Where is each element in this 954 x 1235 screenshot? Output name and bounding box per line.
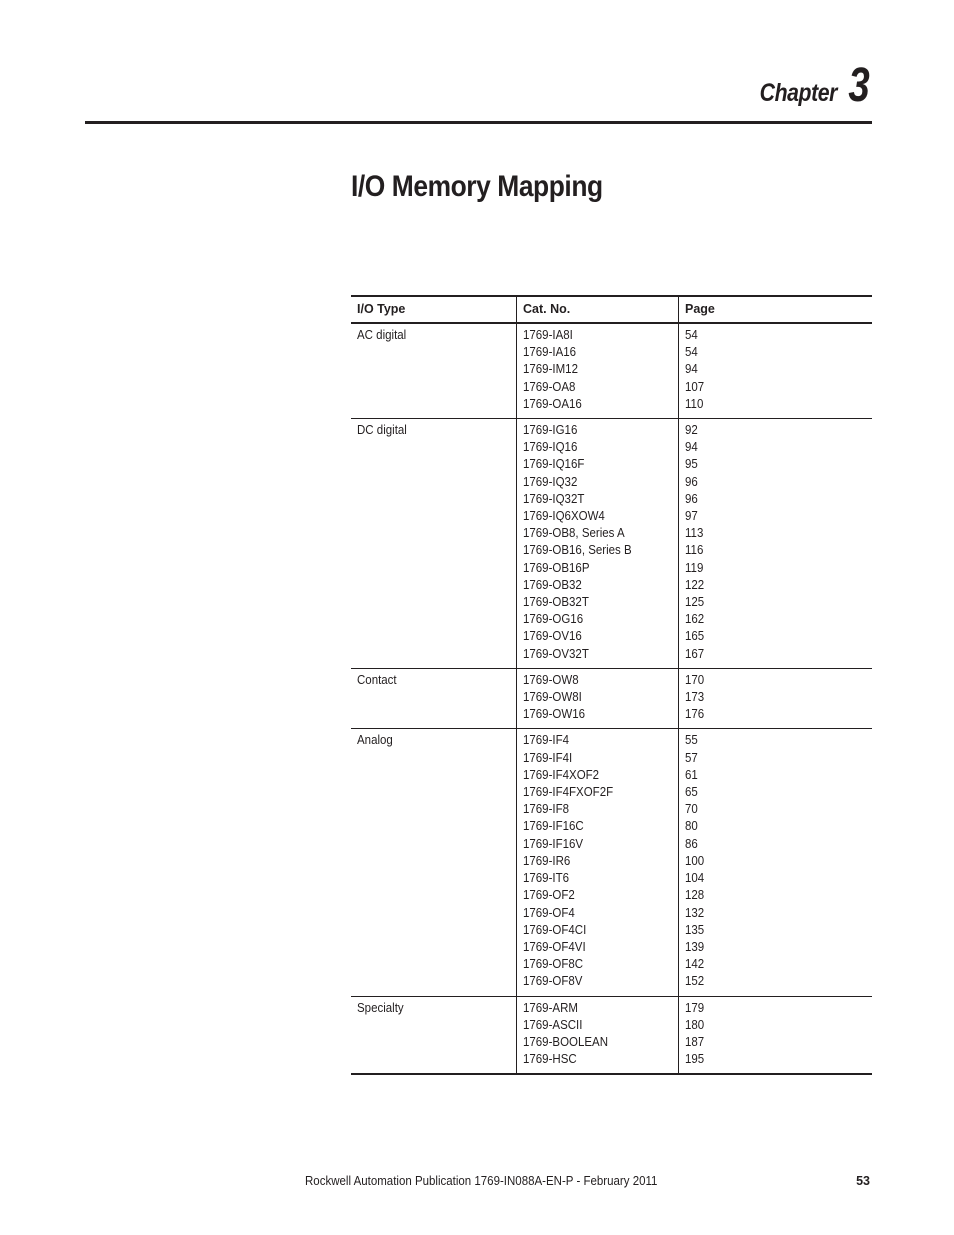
page-ref: 55 bbox=[685, 733, 698, 748]
page-ref: 110 bbox=[685, 396, 704, 411]
page-cell bbox=[679, 323, 873, 419]
page-ref: 179 bbox=[685, 1000, 705, 1015]
page-ref: 139 bbox=[685, 939, 705, 954]
io-type-cell bbox=[351, 419, 517, 669]
page-ref: 119 bbox=[685, 560, 704, 575]
page-ref: 95 bbox=[685, 457, 698, 472]
cat-no: 1769-OF8C bbox=[523, 957, 584, 972]
cat-no: 1769-IG16 bbox=[523, 423, 578, 438]
page-ref: 128 bbox=[685, 888, 705, 903]
cat-no-cell bbox=[517, 729, 679, 996]
page-ref: 100 bbox=[685, 853, 705, 868]
table-row bbox=[351, 996, 872, 1074]
page-ref: 86 bbox=[685, 836, 698, 851]
page-ref: 92 bbox=[685, 423, 698, 438]
page-ref: 116 bbox=[685, 543, 704, 558]
io-type-cell bbox=[351, 323, 517, 419]
page-ref: 152 bbox=[685, 974, 705, 989]
cat-no: 1769-IQ32T bbox=[523, 491, 585, 506]
chapter-label: Chapter bbox=[759, 79, 837, 107]
footer-page-number: 53 bbox=[856, 1174, 870, 1188]
page-cell bbox=[679, 996, 873, 1074]
cat-no: 1769-OB16P bbox=[523, 560, 590, 575]
page-ref: 162 bbox=[685, 612, 705, 627]
page-ref: 180 bbox=[685, 1017, 705, 1032]
cat-no: 1769-OW16 bbox=[523, 707, 586, 722]
cat-no: 1769-IF4XOF2 bbox=[523, 767, 600, 782]
cat-no: 1769-OF4CI bbox=[523, 922, 587, 937]
cat-no: 1769-IF16V bbox=[523, 836, 584, 851]
chapter-rule bbox=[85, 121, 872, 124]
cat-no: 1769-OF4 bbox=[523, 905, 575, 920]
cat-no: 1769-ASCII bbox=[523, 1017, 583, 1032]
cat-no: 1769-OV32T bbox=[523, 646, 589, 661]
page-ref: 142 bbox=[685, 957, 705, 972]
io-mapping-table bbox=[351, 295, 872, 1075]
page-ref: 122 bbox=[685, 577, 705, 592]
cat-no: 1769-IQ16 bbox=[523, 440, 578, 455]
page-ref: 96 bbox=[685, 491, 698, 506]
page-ref: 113 bbox=[685, 526, 704, 541]
cat-no-cell bbox=[517, 419, 679, 669]
cat-no-cell bbox=[517, 323, 679, 419]
cat-no: 1769-OG16 bbox=[523, 612, 584, 627]
page-ref: 195 bbox=[685, 1052, 705, 1067]
cat-no: 1769-OA8 bbox=[523, 379, 576, 394]
page-ref: 104 bbox=[685, 871, 705, 886]
cat-no: 1769-OV16 bbox=[523, 629, 582, 644]
io-type-cell bbox=[351, 996, 517, 1074]
cat-no: 1769-OF8V bbox=[523, 974, 583, 989]
cat-no: 1769-OB8, Series A bbox=[523, 526, 625, 541]
page-ref: 135 bbox=[685, 922, 705, 937]
cat-no: 1769-IF4 bbox=[523, 733, 570, 748]
cat-no: 1769-OB16, Series B bbox=[523, 543, 632, 558]
table-header-row bbox=[351, 296, 872, 323]
cat-no: 1769-IF16C bbox=[523, 819, 584, 834]
io-type-cell bbox=[351, 668, 517, 729]
cat-no: 1769-OW8I bbox=[523, 690, 582, 705]
cat-no: 1769-IM12 bbox=[523, 362, 578, 377]
page-ref: 96 bbox=[685, 474, 698, 489]
page-ref: 94 bbox=[685, 362, 698, 377]
page-ref: 54 bbox=[685, 328, 698, 342]
footer-publication: Rockwell Automation Publication 1769-IN088A-EN-P - February 2011 bbox=[305, 1174, 658, 1188]
page-ref: 125 bbox=[685, 595, 705, 610]
page-ref: 107 bbox=[685, 379, 705, 394]
cat-no: 1769-IT6 bbox=[523, 871, 570, 886]
page-ref: 167 bbox=[685, 646, 705, 661]
cat-no: 1769-OB32T bbox=[523, 595, 589, 610]
cat-no-cell bbox=[517, 668, 679, 729]
cat-no: 1769-OF2 bbox=[523, 888, 575, 903]
page-ref: 176 bbox=[685, 707, 705, 722]
page-ref: 61 bbox=[685, 767, 698, 782]
page-ref: 97 bbox=[685, 509, 698, 524]
io-type-cell bbox=[351, 729, 517, 996]
table-row bbox=[351, 419, 872, 669]
cat-no: 1769-OB32 bbox=[523, 577, 582, 592]
cat-no: 1769-IQ16F bbox=[523, 457, 585, 472]
table-row bbox=[351, 729, 872, 996]
page-ref: 57 bbox=[685, 750, 698, 765]
io-type-label: DC digital bbox=[357, 423, 407, 438]
page-ref: 80 bbox=[685, 819, 698, 834]
header-io-type: I/O Type bbox=[351, 296, 517, 323]
io-type-label: AC digital bbox=[357, 328, 407, 342]
cat-no: 1769-ARM bbox=[523, 1000, 578, 1015]
table-body bbox=[351, 323, 872, 1074]
page-cell bbox=[679, 419, 873, 669]
cat-no: 1769-IF8 bbox=[523, 802, 570, 817]
chapter-heading bbox=[0, 58, 870, 113]
cat-no: 1769-IF4I bbox=[523, 750, 573, 765]
page-ref: 65 bbox=[685, 785, 698, 800]
page-cell bbox=[679, 668, 873, 729]
page-ref: 94 bbox=[685, 440, 698, 455]
page-ref: 170 bbox=[685, 672, 705, 687]
cat-no-cell bbox=[517, 996, 679, 1074]
table-row bbox=[351, 668, 872, 729]
cat-no: 1769-IF4FXOF2F bbox=[523, 785, 614, 800]
cat-no: 1769-IQ6XOW4 bbox=[523, 509, 605, 524]
header-cat-no: Cat. No. bbox=[517, 296, 679, 323]
cat-no: 1769-IR6 bbox=[523, 853, 571, 868]
chapter-number: 3 bbox=[848, 59, 870, 112]
cat-no: 1769-IQ32 bbox=[523, 474, 578, 489]
page-ref: 132 bbox=[685, 905, 705, 920]
io-type-label: Specialty bbox=[357, 1000, 404, 1015]
page-ref: 70 bbox=[685, 802, 698, 817]
io-type-label: Contact bbox=[357, 672, 397, 687]
header-page: Page bbox=[679, 296, 873, 323]
page-ref: 54 bbox=[685, 345, 698, 360]
page-cell bbox=[679, 729, 873, 996]
page-ref: 187 bbox=[685, 1034, 705, 1049]
page-ref: 165 bbox=[685, 629, 705, 644]
page-ref: 173 bbox=[685, 690, 705, 705]
page-title: I/O Memory Mapping bbox=[351, 170, 603, 203]
table-row bbox=[351, 323, 872, 419]
cat-no: 1769-IA8I bbox=[523, 328, 573, 342]
cat-no: 1769-OW8 bbox=[523, 672, 579, 687]
cat-no: 1769-OA16 bbox=[523, 396, 582, 411]
cat-no: 1769-BOOLEAN bbox=[523, 1034, 609, 1049]
cat-no: 1769-IA16 bbox=[523, 345, 577, 360]
cat-no: 1769-OF4VI bbox=[523, 939, 586, 954]
io-type-label: Analog bbox=[357, 733, 393, 748]
cat-no: 1769-HSC bbox=[523, 1052, 577, 1067]
